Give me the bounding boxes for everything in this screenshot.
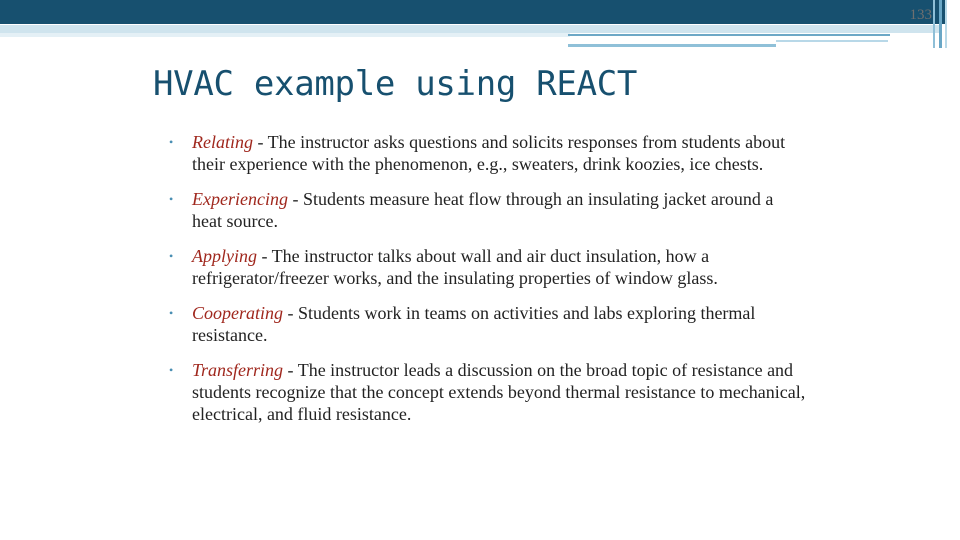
slide-title: HVAC example using REACT: [153, 64, 638, 104]
bullet-item-cooperating: [166, 302, 806, 346]
decorative-line: [776, 40, 888, 42]
bullet-item-applying: [166, 245, 806, 289]
page-number: 133: [909, 7, 932, 23]
bullet-item-experiencing: [166, 188, 806, 232]
bullet-term: Experiencing: [192, 189, 288, 209]
bullet-text: - The instructor asks questions and solicits responses from students about their experience with the phenomenon, e.g., sweaters, drink koozies, ice chests.: [192, 132, 786, 174]
bullet-item-relating: [166, 131, 806, 175]
bullet-icon: •: [169, 135, 174, 149]
bullet-text: - The instructor leads a discussion on the broad topic of resistance and students recognize that the concept extends beyond thermal resistance to mechanical, electrical, and fluid resistance.: [192, 360, 806, 424]
decorative-vertical-line: [945, 0, 947, 48]
bullet-text: - The instructor talks about wall and air duct insulation, how a refrigerator/freezer works, and the insulating properties of window glass.: [192, 246, 718, 288]
bullet-term: Relating: [192, 132, 253, 152]
bullet-icon: •: [169, 306, 174, 320]
bullet-item-transferring: [166, 359, 806, 425]
header-accent-band-light: [0, 33, 570, 37]
bullet-term: Cooperating: [192, 303, 284, 323]
bullet-list: [166, 131, 806, 425]
bullet-icon: •: [169, 249, 174, 263]
header-band: [0, 0, 945, 24]
bullet-text: - Students work in teams on activities and labs exploring thermal resistance.: [192, 303, 756, 345]
bullet-icon: •: [169, 192, 174, 206]
decorative-vertical-line: [933, 0, 935, 48]
bullet-term: Applying: [192, 246, 257, 266]
slide-content: [166, 131, 806, 438]
decorative-vertical-line: [939, 0, 942, 48]
bullet-icon: •: [169, 363, 174, 377]
bullet-text: - Students measure heat flow through an insulating jacket around a heat source.: [192, 189, 774, 231]
bullet-term: Transferring: [192, 360, 284, 380]
decorative-line: [568, 44, 776, 47]
header-accent-band: [0, 25, 942, 33]
decorative-line: [568, 34, 890, 36]
